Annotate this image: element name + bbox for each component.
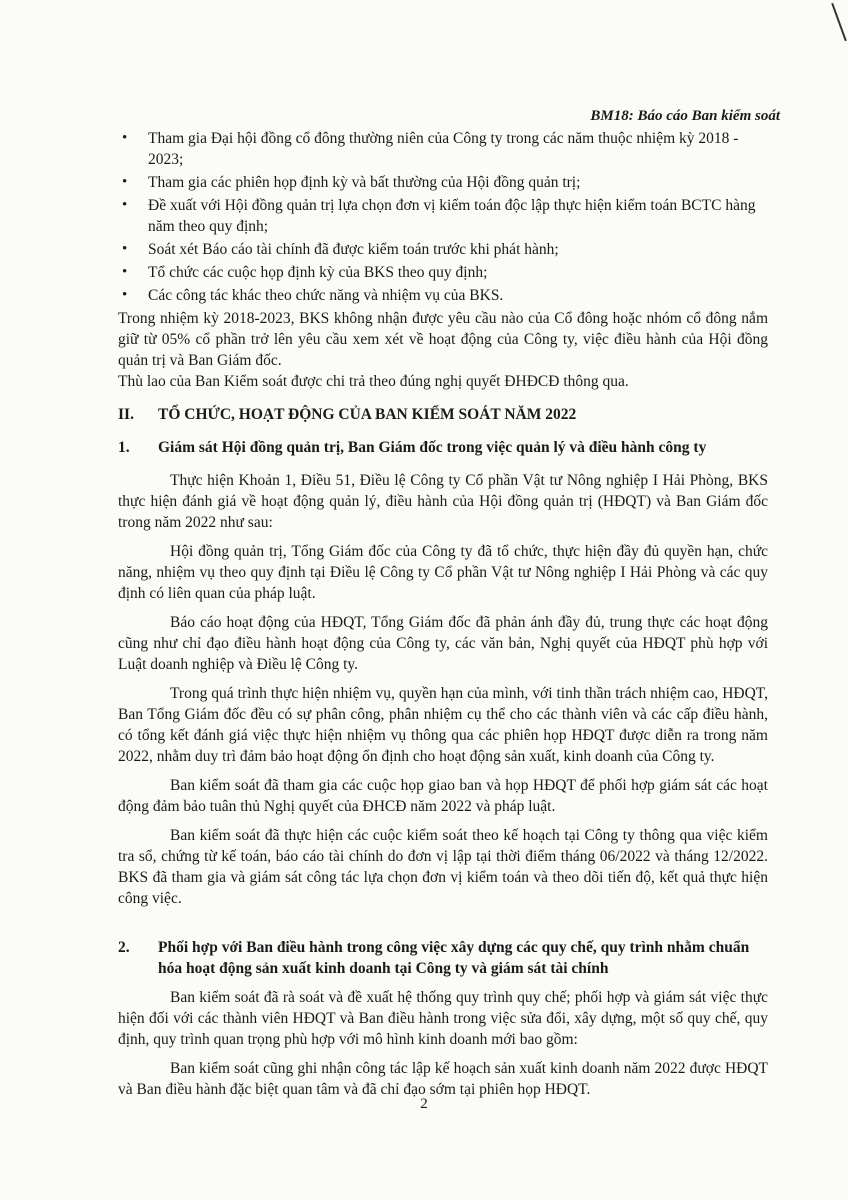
list-item: • Tham gia các phiên họp định kỳ và bất thường của Hội đồng quản trị; xyxy=(148,172,768,193)
scan-mark xyxy=(831,3,847,41)
section-heading xyxy=(118,404,768,425)
subsection-heading xyxy=(118,437,768,458)
paragraph: Thực hiện Khoản 1, Điều 51, Điều lệ Công ty Cổ phần Vật tư Nông nghiệp I Hải Phòng, BKS thực hiện đánh giá về hoạt động quản lý, điều hành của Hội đồng quản trị (HĐQT) và Ban Giám đốc trong năm 2022 như sau: xyxy=(118,472,768,531)
paragraph: Hội đồng quản trị, Tổng Giám đốc của Công ty đã tổ chức, thực hiện đầy đủ quyền hạn, chức năng, nhiệm vụ theo quy định tại Điều lệ Công ty Cổ phần Vật tư Nông nghiệp I Hải Phòng và các quy định có liên quan của pháp luật. xyxy=(118,543,768,602)
subsection-title: Giám sát Hội đồng quản trị, Ban Giám đốc trong việc quản lý và điều hành công ty xyxy=(158,439,707,456)
list-item: • Đề xuất với Hội đồng quản trị lựa chọn đơn vị kiểm toán độc lập thực hiện kiểm toán BCTC hàng năm theo quy định; xyxy=(148,195,768,237)
section-number: II. xyxy=(118,406,134,423)
paragraph: Ban kiểm soát đã tham gia các cuộc họp giao ban và họp HĐQT để phối hợp giám sát các hoạt động đảm bảo tuân thủ Nghị quyết của ĐHCĐ năm 2022 và pháp luật. xyxy=(118,777,768,815)
list-item: • Tham gia Đại hội đồng cổ đông thường niên của Công ty trong các năm thuộc nhiệm kỳ 2018 - 2023; xyxy=(148,128,768,170)
subsection-heading xyxy=(118,937,768,979)
list-item: • Tổ chức các cuộc họp định kỳ của BKS theo quy định; xyxy=(148,262,768,283)
list-item: • Soát xét Báo cáo tài chính đã được kiểm toán trước khi phát hành; xyxy=(148,239,768,260)
page-content xyxy=(118,128,768,1100)
paragraph: Trong quá trình thực hiện nhiệm vụ, quyền hạn của mình, với tinh thần trách nhiệm cao, HĐQT, Ban Tổng Giám đốc đều có sự phân công, phân nhiệm cụ thể cho các thành viên và các cấp điều hành, có tổng kết đánh giá việc thực hiện nhiệm vụ thông qua các phiên họp HĐQT được diễn ra trong năm 2022, nhằm duy trì đảm bảo hoạt động ổn định cho hoạt động sản xuất, kinh doanh của Công ty. xyxy=(118,685,768,765)
subsection-title: Phối hợp với Ban điều hành trong công việc xây dựng các quy chế, quy trình nhằm chuẩn hóa hoạt động sản xuất kinh doanh tại Công ty và giám sát tài chính xyxy=(158,939,750,977)
paragraph: Ban kiểm soát cũng ghi nhận công tác lập kế hoạch sản xuất kinh doanh năm 2022 được HĐQT và Ban điều hành đặc biệt quan tâm và đã chỉ đạo sớm tại phiên họp HĐQT. xyxy=(118,1060,768,1098)
paragraph: Ban kiểm soát đã rà soát và đề xuất hệ thống quy trình quy chế; phối hợp và giám sát việc thực hiện đối với các thành viên HĐQT và Ban điều hành trong việc sửa đổi, xây dựng, một số quy chế, quy định, quy trình quan trọng phù hợp với mô hình kinh doanh mới bao gồm: xyxy=(118,989,768,1048)
subsection-number: 2. xyxy=(118,939,130,956)
paragraph: Báo cáo hoạt động của HĐQT, Tổng Giám đốc đã phản ánh đầy đủ, trung thực các hoạt động cũng như chỉ đạo điều hành hoạt động của Công ty, các văn bản, Nghị quyết của HĐQT phù hợp với Luật doanh nghiệp và Điều lệ Công ty. xyxy=(118,614,768,673)
section-title: TỔ CHỨC, HOẠT ĐỘNG CỦA BAN KIỂM SOÁT NĂM 2022 xyxy=(158,406,577,423)
subsection-number: 1. xyxy=(118,439,130,456)
paragraph: Thù lao của Ban Kiểm soát được chi trả theo đúng nghị quyết ĐHĐCĐ thông qua. xyxy=(118,373,629,390)
paragraph: Ban kiểm soát đã thực hiện các cuộc kiểm soát theo kế hoạch tại Công ty thông qua việc kiểm tra sổ, chứng từ kế toán, báo cáo tài chính do đơn vị lập tại thời điểm tháng 06/2022 và tháng 12/2022. BKS đã tham gia và giám sát công tác lựa chọn đơn vị kiểm toán và theo dõi tiến độ, kết quả thực hiện công việc. xyxy=(118,827,768,907)
list-item: • Các công tác khác theo chức năng và nhiệm vụ của BKS. xyxy=(148,285,768,306)
page-header: BM18: Báo cáo Ban kiểm soát xyxy=(590,108,780,124)
paragraph: Trong nhiệm kỳ 2018-2023, BKS không nhận được yêu cầu nào của Cổ đông hoặc nhóm cổ đông nắm giữ từ 05% cổ phần trở lên yêu cầu xem xét về hoạt động của Công ty, việc điều hành của Hội đồng quản trị và Ban Giám đốc. xyxy=(118,310,768,369)
bullet-list xyxy=(118,128,768,306)
page-number: 2 xyxy=(420,1096,428,1112)
